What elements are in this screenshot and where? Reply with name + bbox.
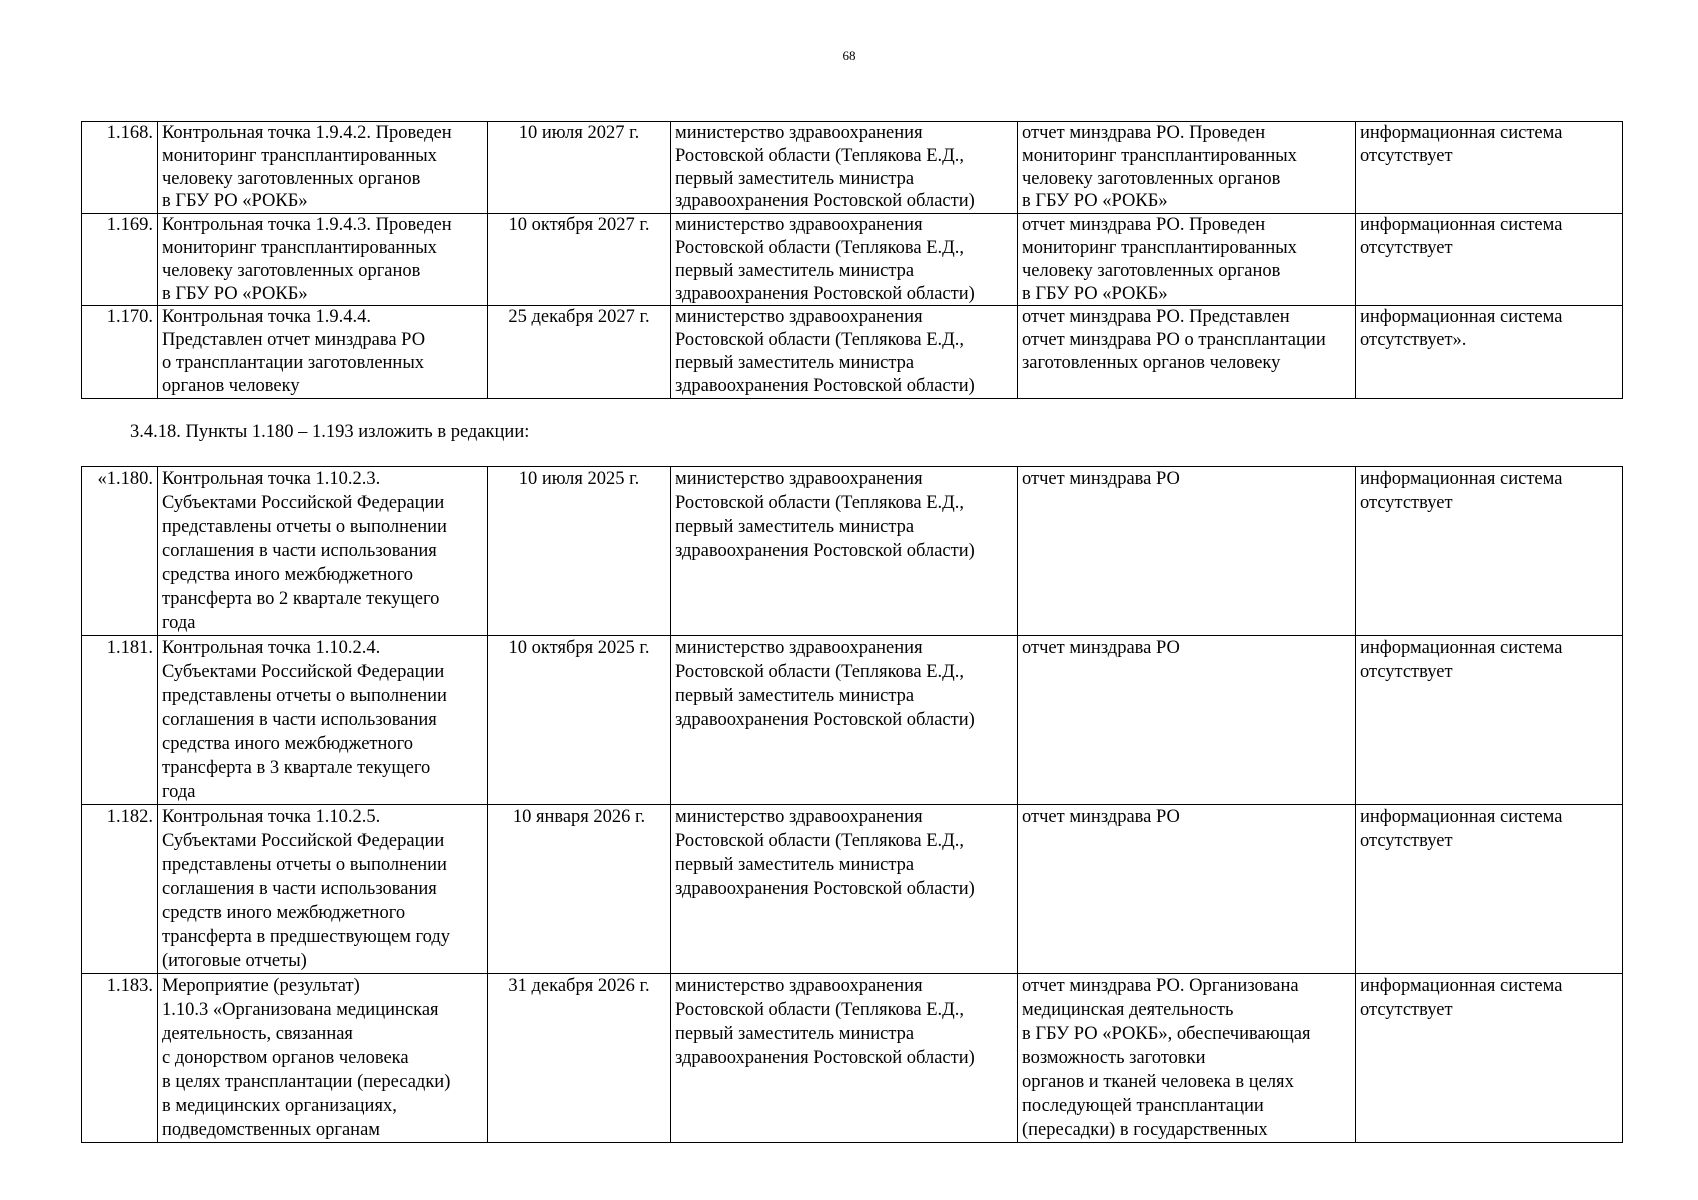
table-row (82, 467, 1623, 636)
result-document: отчет минздрава РО. Представлен отчет минздрава РО о трансплантации заготовленных органов человеку (1018, 306, 1356, 398)
measure-title: Контрольная точка 1.9.4.3. Проведен мониторинг трансплантированных человеку заготовленных органов в ГБУ РО «РОКБ» (158, 214, 488, 306)
result-document: отчет минздрава РО. Проведен мониторинг трансплантированных человеку заготовленных органов в ГБУ РО «РОКБ» (1018, 214, 1356, 306)
deadline-date: 25 декабря 2027 г. (488, 306, 671, 398)
responsible-party: министерство здравоохранения Ростовской области (Теплякова Е.Д., первый заместитель министра здравоохранения Ростовской области) (671, 636, 1018, 805)
table-row (82, 214, 1623, 306)
measure-title: Контрольная точка 1.9.4.4. Представлен отчет минздрава РО о трансплантации заготовленных органов человеку (158, 306, 488, 398)
deadline-date: 10 июля 2027 г. (488, 122, 671, 214)
row-number: «1.180. (82, 467, 158, 636)
responsible-party: министерство здравоохранения Ростовской области (Теплякова Е.Д., первый заместитель министра здравоохранения Ростовской области) (671, 467, 1018, 636)
deadline-date: 10 октября 2027 г. (488, 214, 671, 306)
information-system: информационная система отсутствует (1356, 636, 1623, 805)
table-row (82, 122, 1623, 214)
deadline-date: 31 декабря 2026 г. (488, 974, 671, 1143)
row-number: 1.181. (82, 636, 158, 805)
deadline-date: 10 июля 2025 г. (488, 467, 671, 636)
measure-title: Контрольная точка 1.9.4.2. Проведен мониторинг трансплантированных человеку заготовленных органов в ГБУ РО «РОКБ» (158, 122, 488, 214)
table-row (82, 974, 1623, 1143)
row-number: 1.170. (82, 306, 158, 398)
measures-table-part-1 (81, 121, 1623, 399)
information-system: информационная система отсутствует (1356, 974, 1623, 1143)
table-row (82, 805, 1623, 974)
page-number: 68 (842, 48, 856, 63)
measures-table-part-2 (81, 466, 1623, 1143)
deadline-date: 10 января 2026 г. (488, 805, 671, 974)
row-number: 1.169. (82, 214, 158, 306)
result-document: отчет минздрава РО. Проведен мониторинг трансплантированных человеку заготовленных органов в ГБУ РО «РОКБ» (1018, 122, 1356, 214)
deadline-date: 10 октября 2025 г. (488, 636, 671, 805)
information-system: информационная система отсутствует (1356, 467, 1623, 636)
table-row (82, 636, 1623, 805)
responsible-party: министерство здравоохранения Ростовской области (Теплякова Е.Д., первый заместитель министра здравоохранения Ростовской области) (671, 214, 1018, 306)
measure-title: Контрольная точка 1.10.2.5. Субъектами Российской Федерации представлены отчеты о выполнении соглашения в части использования средств иного межбюджетного трансферта в предшествующем году (итоговые отчеты) (158, 805, 488, 974)
result-document: отчет минздрава РО (1018, 636, 1356, 805)
row-number: 1.183. (82, 974, 158, 1143)
table-body (82, 122, 1623, 399)
information-system: информационная система отсутствует (1356, 122, 1623, 214)
responsible-party: министерство здравоохранения Ростовской области (Теплякова Е.Д., первый заместитель министра здравоохранения Ростовской области) (671, 306, 1018, 398)
responsible-party: министерство здравоохранения Ростовской области (Теплякова Е.Д., первый заместитель министра здравоохранения Ростовской области) (671, 122, 1018, 214)
information-system: информационная система отсутствует (1356, 214, 1623, 306)
table-body (82, 467, 1623, 1143)
result-document: отчет минздрава РО (1018, 467, 1356, 636)
row-number: 1.182. (82, 805, 158, 974)
result-document: отчет минздрава РО (1018, 805, 1356, 974)
measure-title: Контрольная точка 1.10.2.3. Субъектами Российской Федерации представлены отчеты о выполнении соглашения в части использования средства иного межбюджетного трансферта во 2 квартале текущего года (158, 467, 488, 636)
result-document: отчет минздрава РО. Организована медицинская деятельность в ГБУ РО «РОКБ», обеспечивающая возможность заготовки органов и тканей человека в целях последующей трансплантации (пересадки) в государственных (1018, 974, 1356, 1143)
responsible-party: министерство здравоохранения Ростовской области (Теплякова Е.Д., первый заместитель министра здравоохранения Ростовской области) (671, 805, 1018, 974)
table-row (82, 306, 1623, 398)
information-system: информационная система отсутствует (1356, 805, 1623, 974)
measure-title: Контрольная точка 1.10.2.4. Субъектами Российской Федерации представлены отчеты о выполнении соглашения в части использования средства иного межбюджетного трансферта в 3 квартале текущего года (158, 636, 488, 805)
row-number: 1.168. (82, 122, 158, 214)
section-heading: 3.4.18. Пункты 1.180 – 1.193 изложить в редакции: (130, 422, 530, 442)
measure-title: Мероприятие (результат) 1.10.3 «Организована медицинская деятельность, связанная с донорством органов человека в целях трансплантации (пересадки) в медицинских организациях, подведомственных органам (158, 974, 488, 1143)
information-system: информационная система отсутствует». (1356, 306, 1623, 398)
responsible-party: министерство здравоохранения Ростовской области (Теплякова Е.Д., первый заместитель министра здравоохранения Ростовской области) (671, 974, 1018, 1143)
